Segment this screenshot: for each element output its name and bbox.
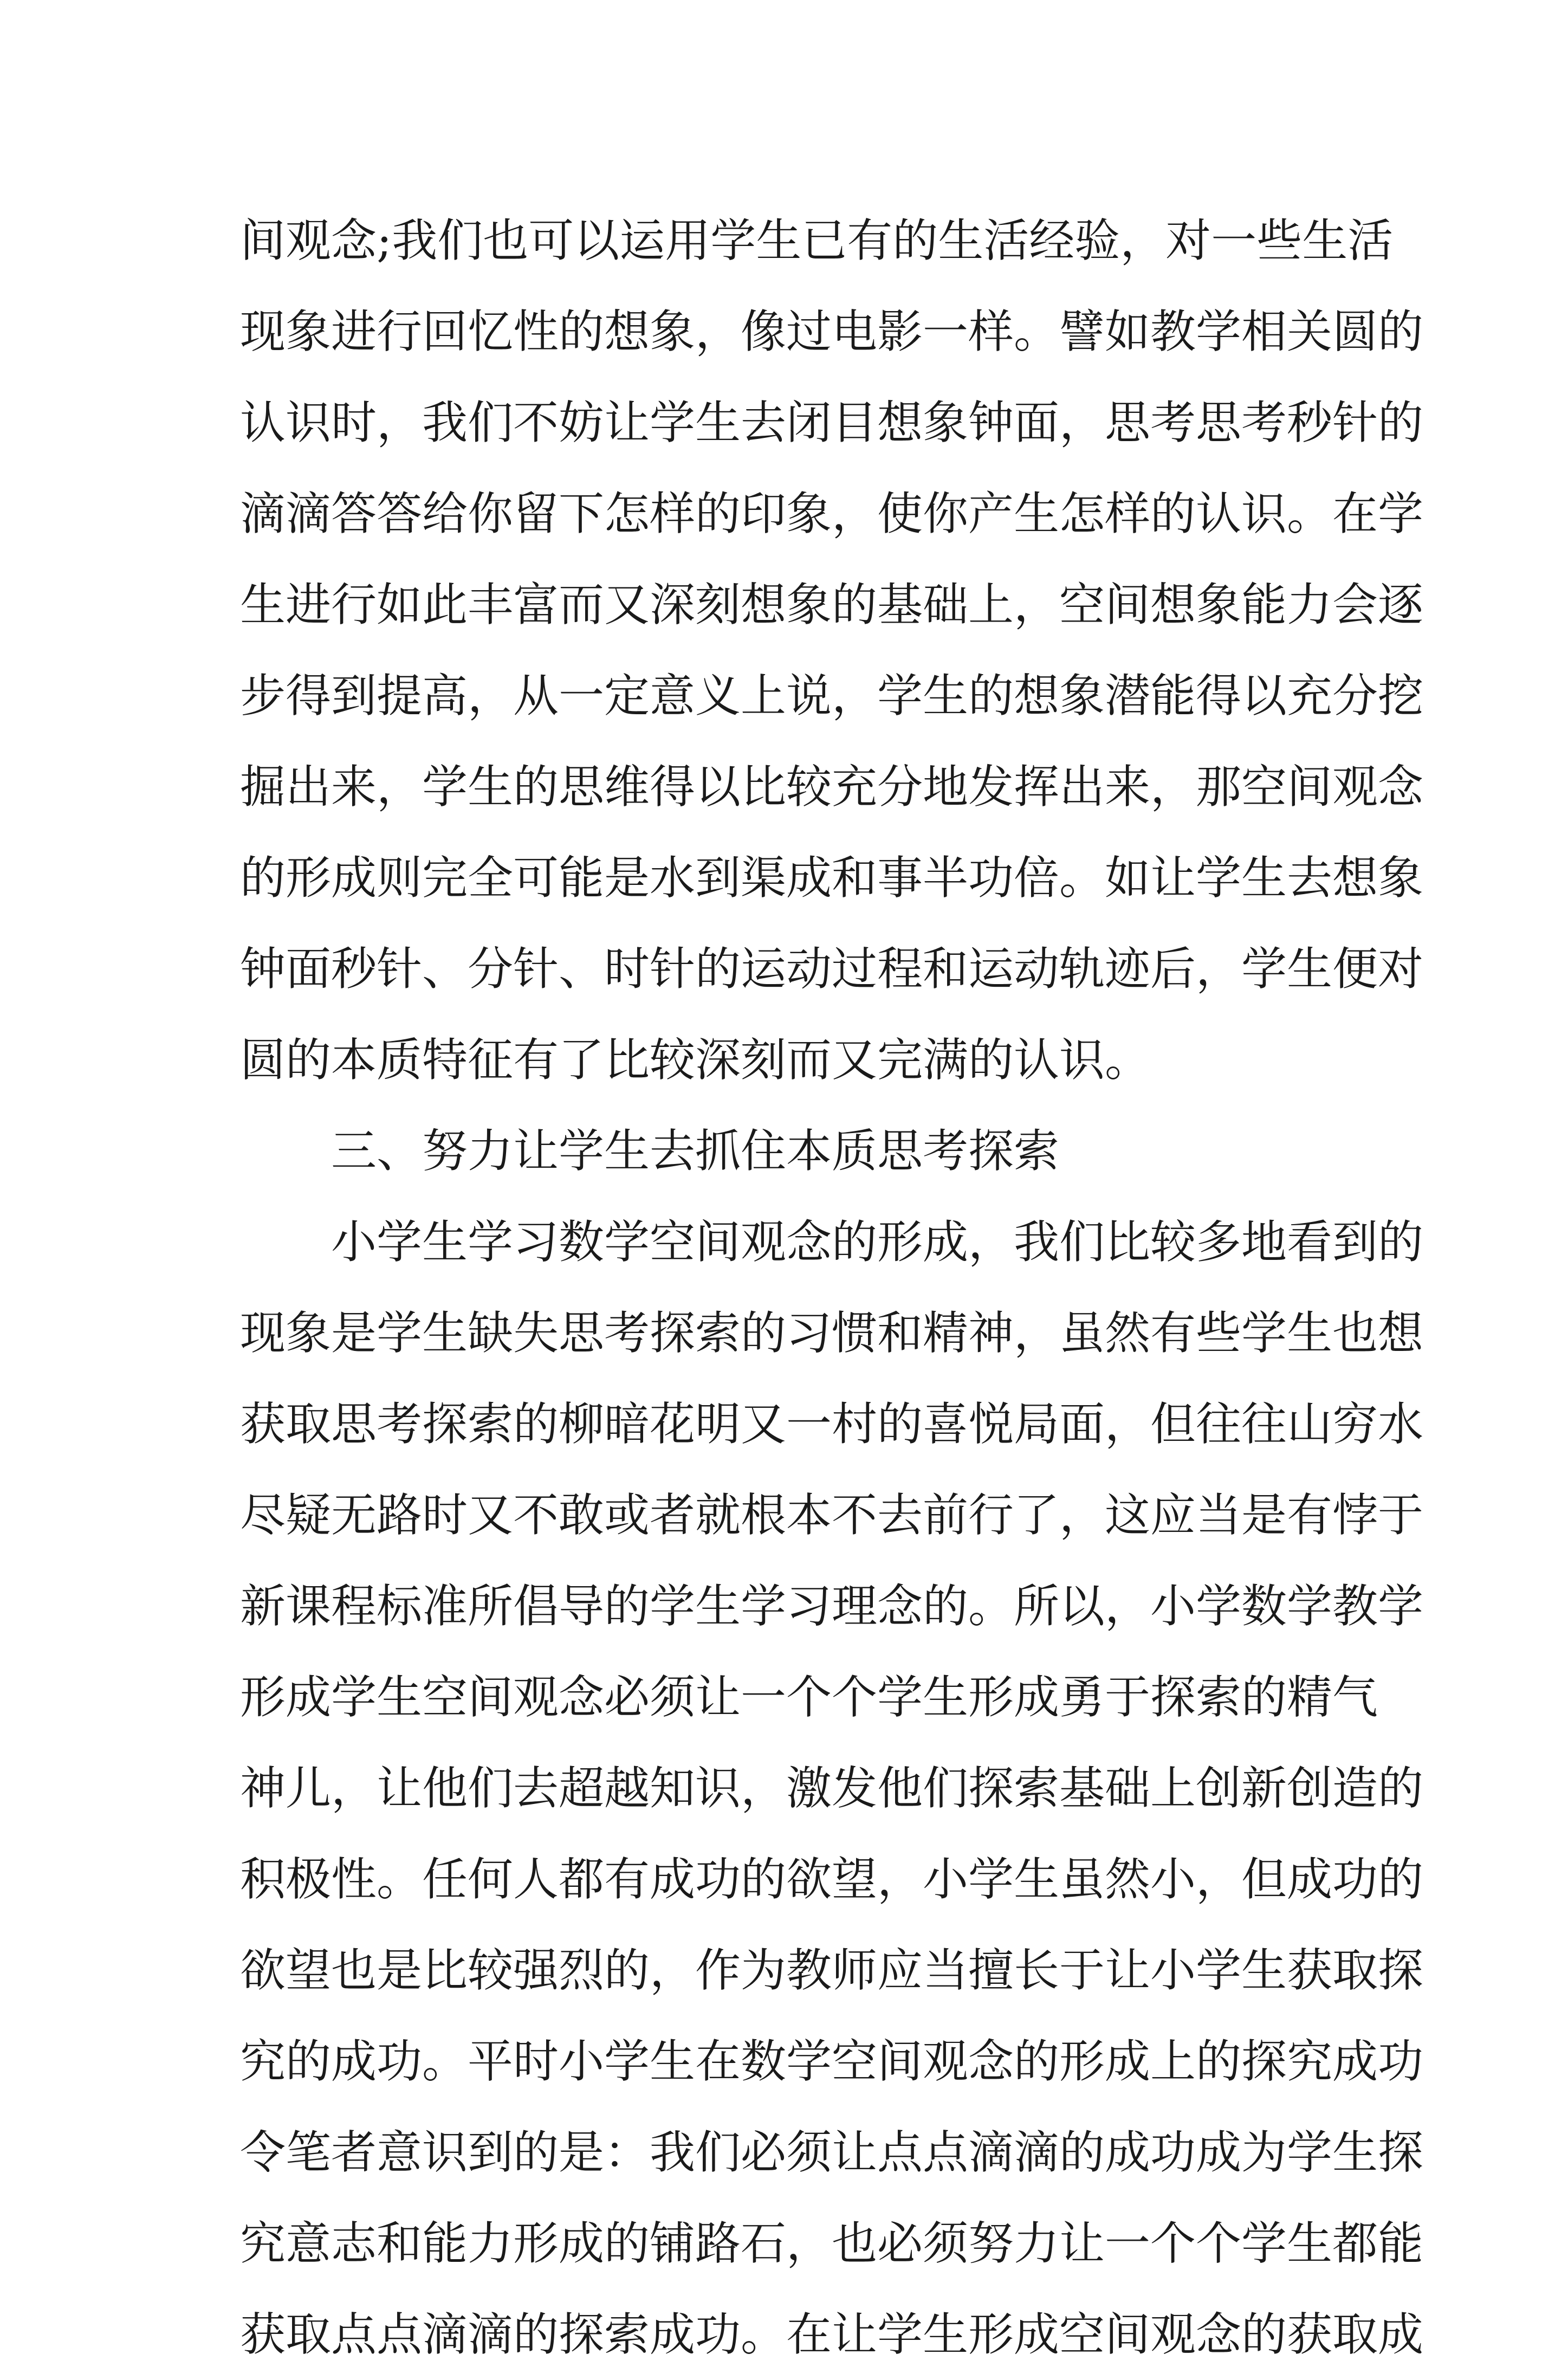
text-line: 究意志和能力形成的铺路石，也必须努力让一个个学生都能 [240, 2217, 1424, 2270]
text-line: 积极性。任何人都有成功的欲望，小学生虽然小，但成功的 [240, 1853, 1424, 1906]
text-line: 现象是学生缺失思考探索的习惯和精神，虽然有些学生也想 [240, 1307, 1424, 1360]
text-line: 新课程标准所倡导的学生学习理念的。所以，小学数学教学 [240, 1580, 1424, 1633]
text-line: 的形成则完全可能是水到渠成和事半功倍。如让学生去想象 [240, 851, 1424, 904]
text-line: 生进行如此丰富而又深刻想象的基础上，空间想象能力会逐 [240, 578, 1424, 631]
text-line: 获取思考探索的柳暗花明又一村的喜悦局面，但往往山穷水 [240, 1398, 1424, 1451]
text-line: 令笔者意识到的是：我们必须让点点滴滴的成功成为学生探 [240, 2126, 1424, 2179]
text-line: 钟面秒针、分针、时针的运动过程和运动轨迹后，学生便对 [240, 942, 1424, 995]
text-line: 究的成功。平时小学生在数学空间观念的形成上的探究成功 [240, 2035, 1424, 2088]
section-heading: 三、努力让学生去抓住本质思考探索 [331, 1124, 1060, 1178]
text-line: 尽疑无路时又不敢或者就根本不去前行了，这应当是有悖于 [240, 1489, 1424, 1542]
text-line: 认识时，我们不妨让学生去闭目想象钟面，思考思考秒针的 [240, 396, 1424, 449]
text-line: 滴滴答答给你留下怎样的印象，使你产生怎样的认识。在学 [240, 487, 1424, 540]
paragraph-first-line: 小学生学习数学空间观念的形成，我们比较多地看到的 [331, 1215, 1424, 1269]
body-text [240, 195, 1424, 2380]
text-line: 形成学生空间观念必须让一个个学生形成勇于探索的精气 [240, 1671, 1378, 1724]
text-line: 圆的本质特征有了比较深刻而又完满的认识。 [240, 1033, 1151, 1086]
text-line: 步得到提高，从一定意义上说，学生的想象潜能得以充分挖 [240, 669, 1424, 722]
text-line: 掘出来，学生的思维得以比较充分地发挥出来，那空间观念 [240, 760, 1424, 813]
text-line: 现象进行回忆性的想象，像过电影一样。譬如教学相关圆的 [240, 305, 1424, 358]
text-line: 欲望也是比较强烈的，作为教师应当擅长于让小学生获取探 [240, 1944, 1424, 1997]
text-line: 获取点点滴滴的探索成功。在让学生形成空间观念的获取成 [240, 2308, 1424, 2361]
text-line: 神儿，让他们去超越知识，激发他们探索基础上创新创造的 [240, 1762, 1424, 1815]
text-line: 间观念;我们也可以运用学生已有的生活经验，对一些生活 [240, 214, 1394, 267]
